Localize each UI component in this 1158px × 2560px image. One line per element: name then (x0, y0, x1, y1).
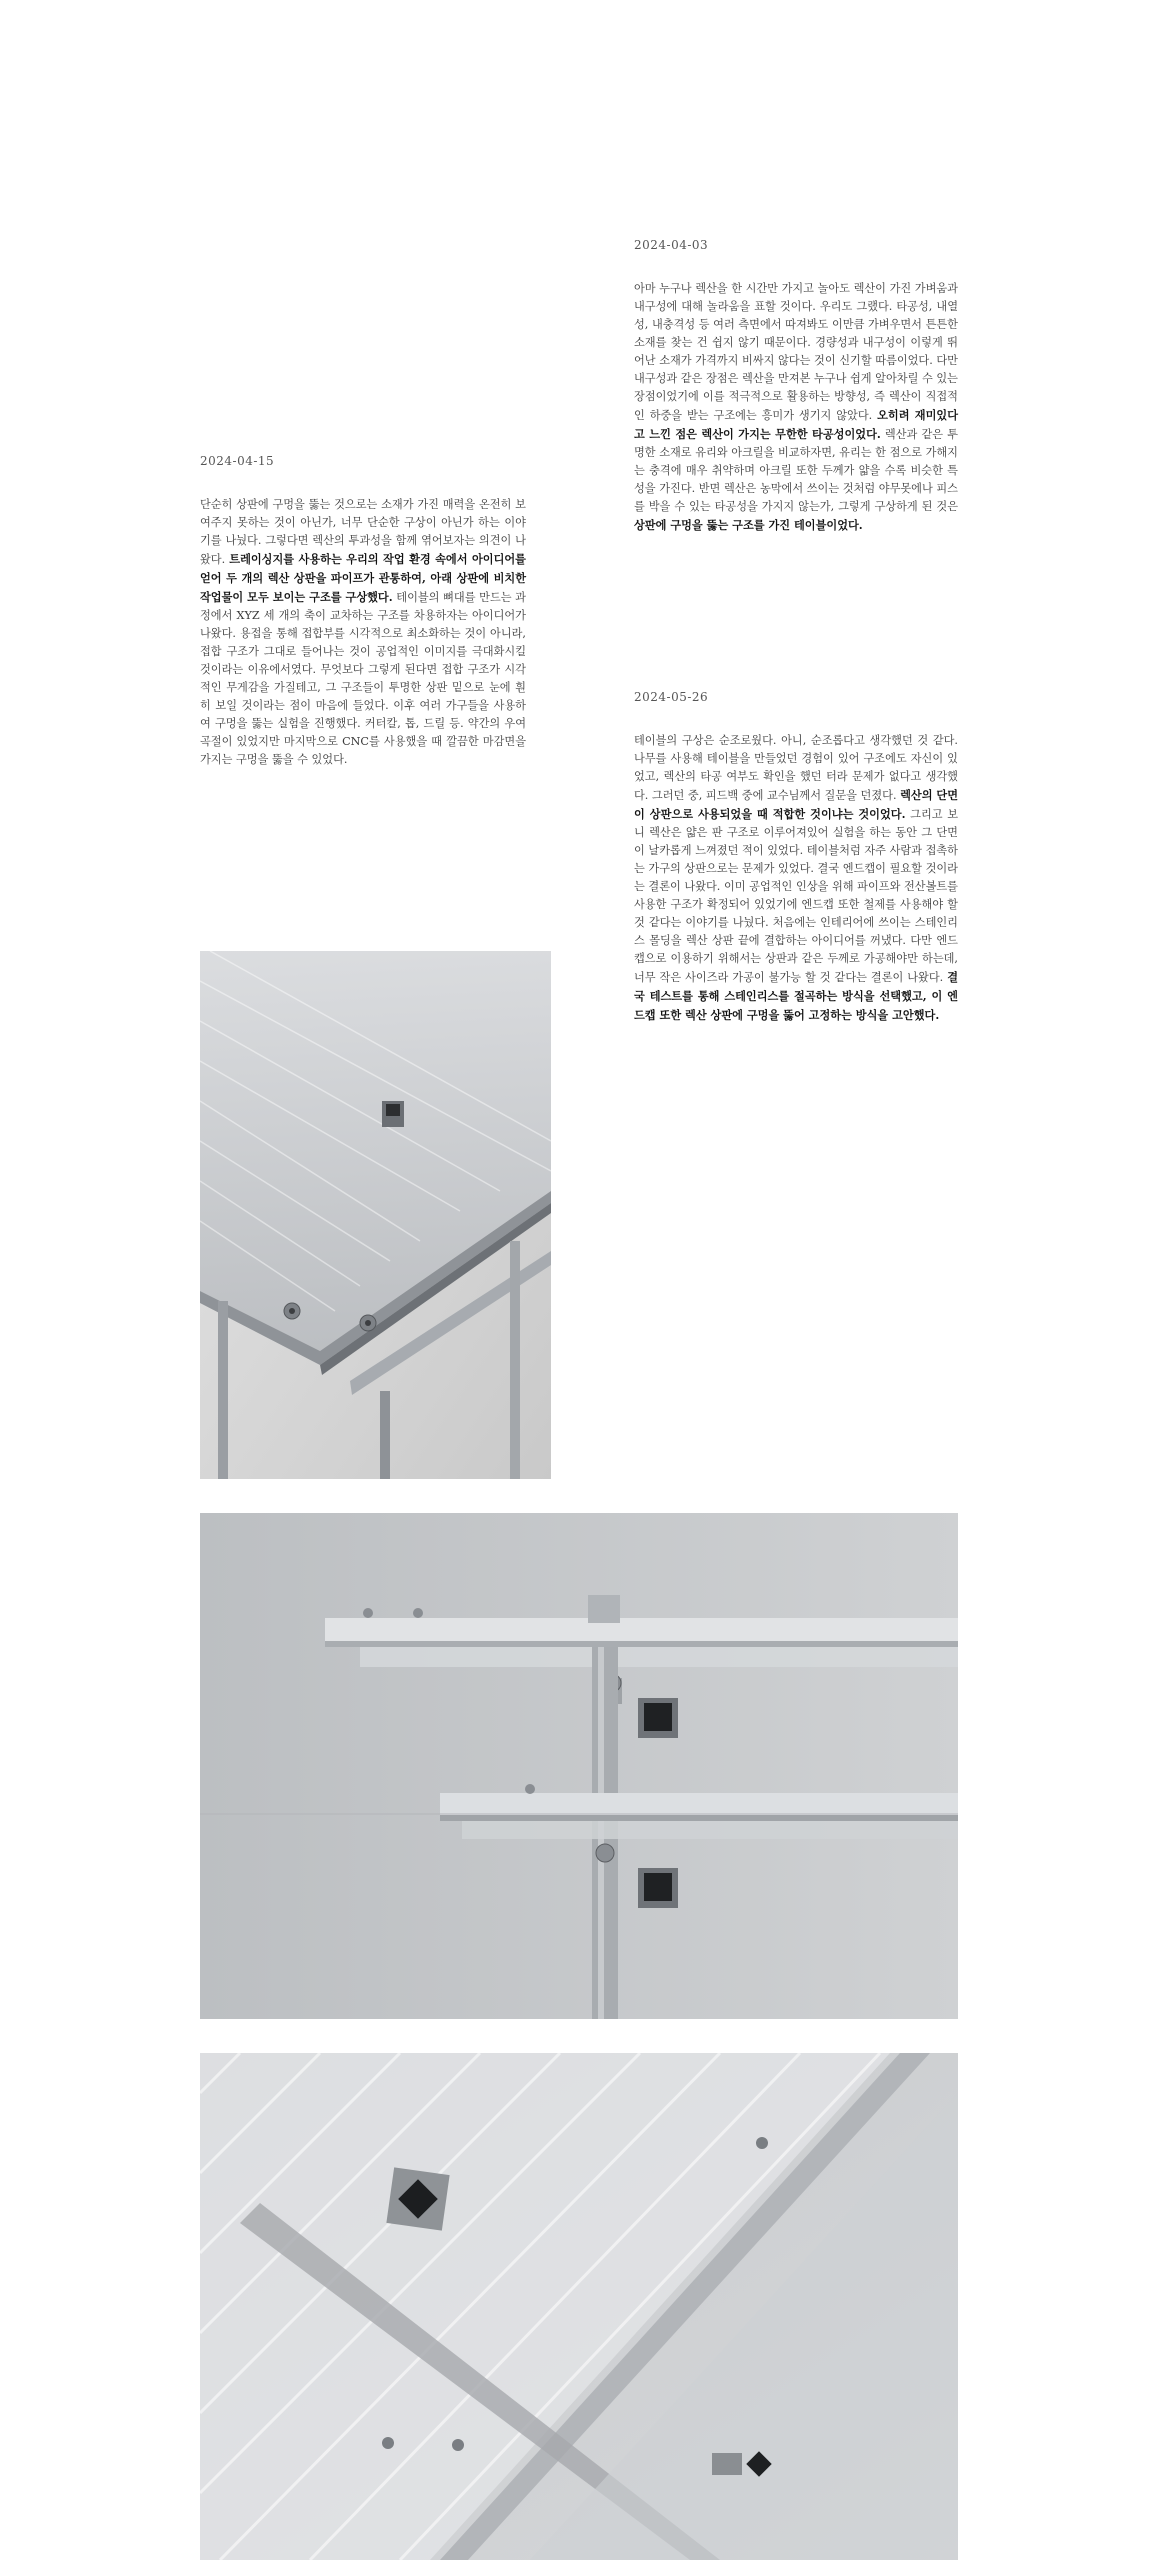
emphasis-text: 렉산의 단면이 상판으로 사용되었을 때 적합한 것이냐는 것이었다. (634, 788, 959, 821)
paragraph (200, 496, 526, 769)
entry-date: 2024-04-03 (634, 238, 709, 252)
paragraph (634, 280, 958, 535)
emphasis-text: 오히려 재미있다고 느낀 점은 렉산이 가지는 무한한 타공성이었다. (634, 408, 959, 441)
entry-body (634, 280, 958, 535)
journal-entry-2024-05-26 (634, 690, 958, 1025)
body-text: 테이블의 구상은 순조로웠다. 아니, 순조롭다고 생각했던 것 같다. 나무를 사용해 테이블을 만들었던 경험이 있어 구조에도 자신이 있었고, 렉산의 타공 여부도 확인을 했던 터라 문제가 없다고 생각했다. 그러던 중, 피드백 중에 교수님께서 질문을 던졌다. (634, 734, 958, 802)
body-text: 렉산과 같은 투명한 소재로 유리와 아크릴을 비교하자면, 유리는 한 점으로 가해지는 충격에 매우 취약하며 아크릴 또한 두께가 얇을 수록 비슷한 특성을 가진다. 반면 렉산은 농막에서 쓰이는 것처럼 야무못에나 피스를 박을 수 있는 타공성을 가지지 않는가, 그렇게 구상하게 된 것은 (634, 428, 958, 513)
entry-body (634, 732, 958, 1025)
body-text: 아마 누구나 렉산을 한 시간만 가지고 놀아도 렉산이 가진 가벼움과 내구성에 대해 놀라움을 표할 것이다. 우리도 그랬다. 타공성, 내열성, 내충격성 등 여러 측면에서 따져봐도 이만큼 가벼우면서 튼튼한 소재를 찾는 건 쉽지 않기 때문이다. 경량성과 내구성이 이렇게 뛰어난 소재가 가격까지 비싸지 않다는 것이 신기할 따름이었다. 다만 내구성과 같은 장점은 렉산을 만져본 누구나 쉽게 알아차릴 수 있는 장점이었기에 이를 적극적으로 활용하는 방향성, 즉 렉산이 직접적인 하중을 받는 구조에는 흥미가 생기지 않았다. (634, 282, 958, 422)
entry-date: 2024-05-26 (634, 690, 709, 704)
emphasis-text: 상판에 구멍을 뚫는 구조를 가진 테이블이었다. (634, 518, 863, 532)
photo-tabletop-corner-closeup (200, 951, 551, 1479)
paragraph (634, 732, 958, 1025)
journal-entry-2024-04-03 (634, 238, 958, 535)
photo-tabletop-from-above (200, 2053, 958, 2560)
body-text: 그리고 보니 렉산은 얇은 판 구조로 이루어져있어 실험을 하는 동안 그 단면이 날카롭게 느껴졌던 적이 있었다. 테이블처럼 자주 사람과 접촉하는 가구의 상판으로는 문제가 있었다. 결국 엔드캡이 필요할 것이라는 결론이 나왔다. 이미 공업적인 인상을 위해 파이프와 전산볼트를 사용한 구조가 확정되어 있었기에 엔드캡 또한 철제를 사용해야 할 것 같다는 이야기를 나눴다. 처음에는 인테리어에 쓰이는 스테인리스 몰딩을 렉산 상판 끝에 결합하는 아이디어를 꺼냈다. 다만 엔드캡으로 이용하기 위해서는 상판과 같은 두께로 가공해야만 하는데, 너무 작은 사이즈라 가공이 불가능 할 것 같다는 결론이 나왔다. (634, 808, 958, 984)
entry-date: 2024-04-15 (200, 454, 275, 468)
body-text: 테이블의 뼈대를 만드는 과정에서 XYZ 세 개의 축이 교차하는 구조를 차용하자는 아이디어가 나왔다. 용접을 통해 접합부를 시각적으로 최소화하는 것이 아니라, 접합 구조가 그대로 들어나는 것이 공업적인 이미지를 극대화시킬 것이라는 이유에서였다. 무엇보다 그렇게 된다면 접합 구조가 시각적인 무게감을 가질테고, 그 구조들이 투명한 상판 밑으로 눈에 훤히 보일 것이라는 점이 마음에 들었다. 이후 여러 가구들을 사용하여 구멍을 뚫는 실험을 진행했다. 커터칼, 톱, 드릴 등. 약간의 우여곡절이 있었지만 마지막으로 CNC를 사용했을 때 깔끔한 마감면을 가지는 구멍을 뚫을 수 있었다. (200, 591, 526, 766)
emphasis-text: 트레이싱지를 사용하는 우리의 작업 환경 속에서 아이디어를 얻어 두 개의 렉산 상판을 파이프가 관통하여, 아래 상판에 비치한 작업물이 모두 보이는 구조를 구상했다. (200, 552, 526, 604)
entry-body (200, 496, 526, 769)
photo-table-side-view (200, 1513, 958, 2019)
body-text: 단순히 상판에 구멍을 뚫는 것으로는 소재가 가진 매력을 온전히 보여주지 못하는 것이 아닌가, 너무 단순한 구상이 아닌가 하는 이야기를 나눴다. 그렇다면 렉산의 투과성을 함께 엮어보자는 의견이 나왔다. (200, 498, 526, 566)
journal-entry-2024-04-15 (200, 454, 526, 769)
emphasis-text: 결국 테스트를 통해 스테인리스를 절곡하는 방식을 선택했고, 이 엔드캡 또한 렉산 상판에 구멍을 뚫어 고정하는 방식을 고안했다. (634, 970, 958, 1022)
